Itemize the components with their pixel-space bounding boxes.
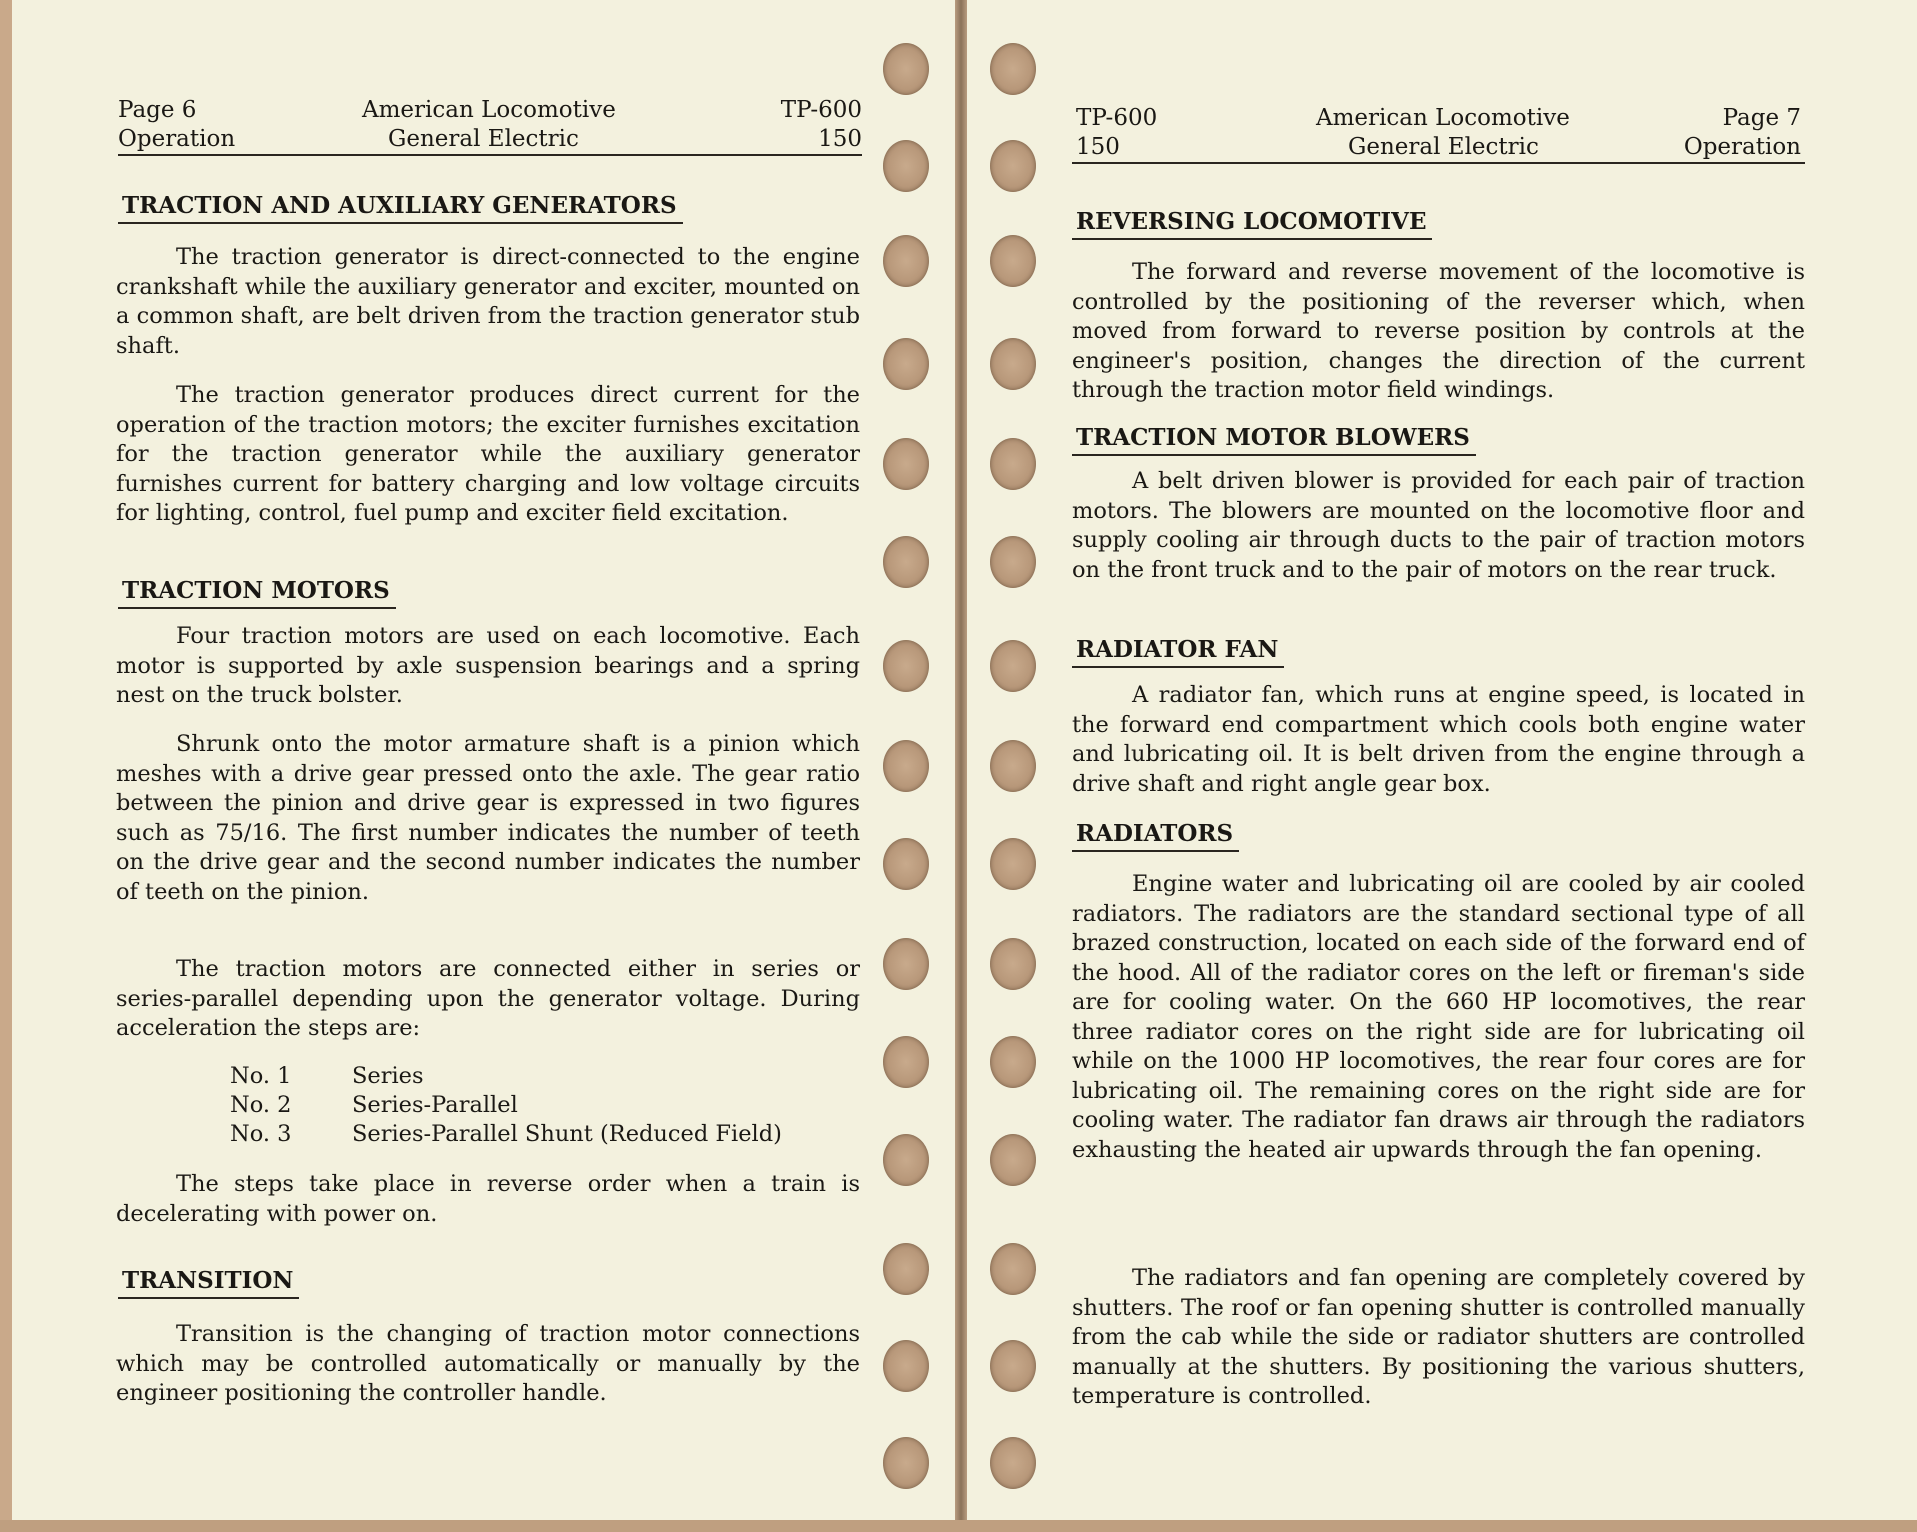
paragraph: The forward and reverse movement of the locomotive is controlled by the positioning of the reverser which, when moved from forward to reverse position by controls at the engineer's position, changes the direction of the current through the traction motor field windings. <box>1072 259 1805 403</box>
binding-hole <box>990 43 1036 95</box>
binding-hole <box>883 938 929 990</box>
page-gutter <box>955 0 967 1532</box>
binding-hole <box>990 1243 1036 1295</box>
binding-hole <box>883 740 929 792</box>
binding-hole <box>883 640 929 692</box>
paragraph: The radiators and fan opening are completely covered by shutters. The roof or fan opening shutter is controlled manually from the cab while the side or radiator shutters are controlled manually at the shutters. By positioning the various shutters, temperature is controlled. <box>1072 1265 1805 1409</box>
binding-hole <box>990 438 1036 490</box>
binding-hole <box>883 1036 929 1088</box>
acceleration-steps-list <box>230 1062 782 1149</box>
model-sub: 150 <box>818 126 862 152</box>
page-number: Page 6 <box>118 97 197 123</box>
binding-hole <box>990 740 1036 792</box>
step-label: Series <box>352 1063 424 1089</box>
binding-hole <box>883 235 929 287</box>
binding-hole <box>883 140 929 192</box>
right-page-header <box>1076 104 1801 162</box>
binding-hole <box>990 838 1036 890</box>
right-page <box>964 0 1917 1520</box>
paragraph: The traction generator is direct-connected to the engine crankshaft while the auxiliary generator and exciter, mounted on a common shaft, are belt driven from the traction generator stub shaft. <box>116 244 860 359</box>
section-label: Operation <box>1683 134 1801 160</box>
section-heading: TRACTION MOTORS <box>118 577 396 609</box>
paragraph: A radiator fan, which runs at engine speed, is located in the forward end compartment which cools both engine water and lubricating oil. It is belt driven from the engine through a drive shaft and right angle gear box. <box>1072 682 1805 797</box>
paragraph: Four traction motors are used on each locomotive. Each motor is supported by axle suspension bearings and a spring nest on the truck bolster. <box>116 623 860 708</box>
section-heading: TRACTION MOTOR BLOWERS <box>1072 424 1476 456</box>
paragraph: Transition is the changing of traction motor connections which may be controlled automatically or manually by the engineer positioning the controller handle. <box>116 1321 860 1406</box>
header-rule <box>1072 162 1805 164</box>
company-line-1: American Locomotive <box>362 97 616 123</box>
section-heading: RADIATORS <box>1072 820 1239 852</box>
paragraph: Shrunk onto the motor armature shaft is a pinion which meshes with a drive gear pressed onto the axle. The gear ratio between the pinion and drive gear is expressed in two figures such as 75/16. The first number indicates the number of teeth on the drive gear and the second number indicates the number of teeth on the pinion. <box>116 731 860 905</box>
step-number: No. 2 <box>230 1092 292 1118</box>
step-label: Series-Parallel Shunt (Reduced Field) <box>352 1121 782 1147</box>
binding-hole <box>883 338 929 390</box>
binding-hole <box>883 438 929 490</box>
binding-hole <box>883 838 929 890</box>
binding-hole <box>883 43 929 95</box>
binding-hole <box>990 536 1036 588</box>
desk-edge <box>0 1520 1917 1532</box>
model-sub: 150 <box>1076 134 1120 160</box>
binding-hole <box>883 1340 929 1392</box>
binding-hole <box>990 1134 1036 1186</box>
binding-hole <box>883 1437 929 1489</box>
left-page-header <box>118 96 862 154</box>
section-heading: TRACTION AND AUXILIARY GENERATORS <box>118 192 683 224</box>
paragraph: Engine water and lubricating oil are cooled by air cooled radiators. The radiators are the standard sectional type of all brazed construction, located on each side of the forward end of the hood. All of the radiator cores on the left or fireman's side are for cooling water. On the 660 HP locomotives, the rear three radiator cores on the right side are for lubricating oil while on the 1000 HP locomotives, the rear four cores are for lubricating oil. The remaining cores on the right side are for cooling water. The radiator fan draws air through the radiators exhausting the heated air upwards through the fan opening. <box>1072 871 1805 1163</box>
binding-hole <box>990 1340 1036 1392</box>
company-line-2: General Electric <box>388 126 579 152</box>
step-number: No. 3 <box>230 1121 292 1147</box>
model-number: TP-600 <box>1076 105 1158 131</box>
list-item <box>230 1091 782 1120</box>
company-line-2: General Electric <box>1348 134 1539 160</box>
binding-hole <box>990 1437 1036 1489</box>
company-line-1: American Locomotive <box>1316 105 1570 131</box>
section-label: Operation <box>118 126 236 152</box>
header-rule <box>118 154 862 156</box>
left-page <box>12 0 959 1520</box>
model-number: TP-600 <box>780 97 862 123</box>
paragraph: A belt driven blower is provided for each pair of traction motors. The blowers are mounted on the locomotive floor and supply cooling air through ducts to the pair of traction motors on the front truck and to the pair of motors on the rear truck. <box>1072 468 1805 583</box>
section-heading: RADIATOR FAN <box>1072 636 1284 668</box>
paragraph: The steps take place in reverse order when a train is decelerating with power on. <box>116 1171 860 1227</box>
section-heading: REVERSING LOCOMOTIVE <box>1072 208 1432 240</box>
binding-hole <box>883 536 929 588</box>
binding-hole <box>990 140 1036 192</box>
binding-hole <box>990 640 1036 692</box>
binding-hole <box>883 1243 929 1295</box>
section-heading: TRANSITION <box>118 1267 299 1299</box>
binding-hole <box>990 938 1036 990</box>
list-item <box>230 1120 782 1149</box>
paragraph: The traction motors are connected either in series or series-parallel depending upon the generator voltage. During acceleration the steps are: <box>116 956 860 1041</box>
binding-hole <box>990 1036 1036 1088</box>
binding-hole <box>883 1134 929 1186</box>
page-number: Page 7 <box>1722 105 1801 131</box>
list-item <box>230 1062 782 1091</box>
step-number: No. 1 <box>230 1063 292 1089</box>
binding-hole <box>990 338 1036 390</box>
binding-hole <box>990 235 1036 287</box>
paragraph: The traction generator produces direct current for the operation of the traction motors; the exciter furnishes excitation for the traction generator while the auxiliary generator furnishes current for battery charging and low voltage circuits for lighting, control, fuel pump and exciter field excitation. <box>116 382 860 526</box>
step-label: Series-Parallel <box>352 1092 518 1118</box>
